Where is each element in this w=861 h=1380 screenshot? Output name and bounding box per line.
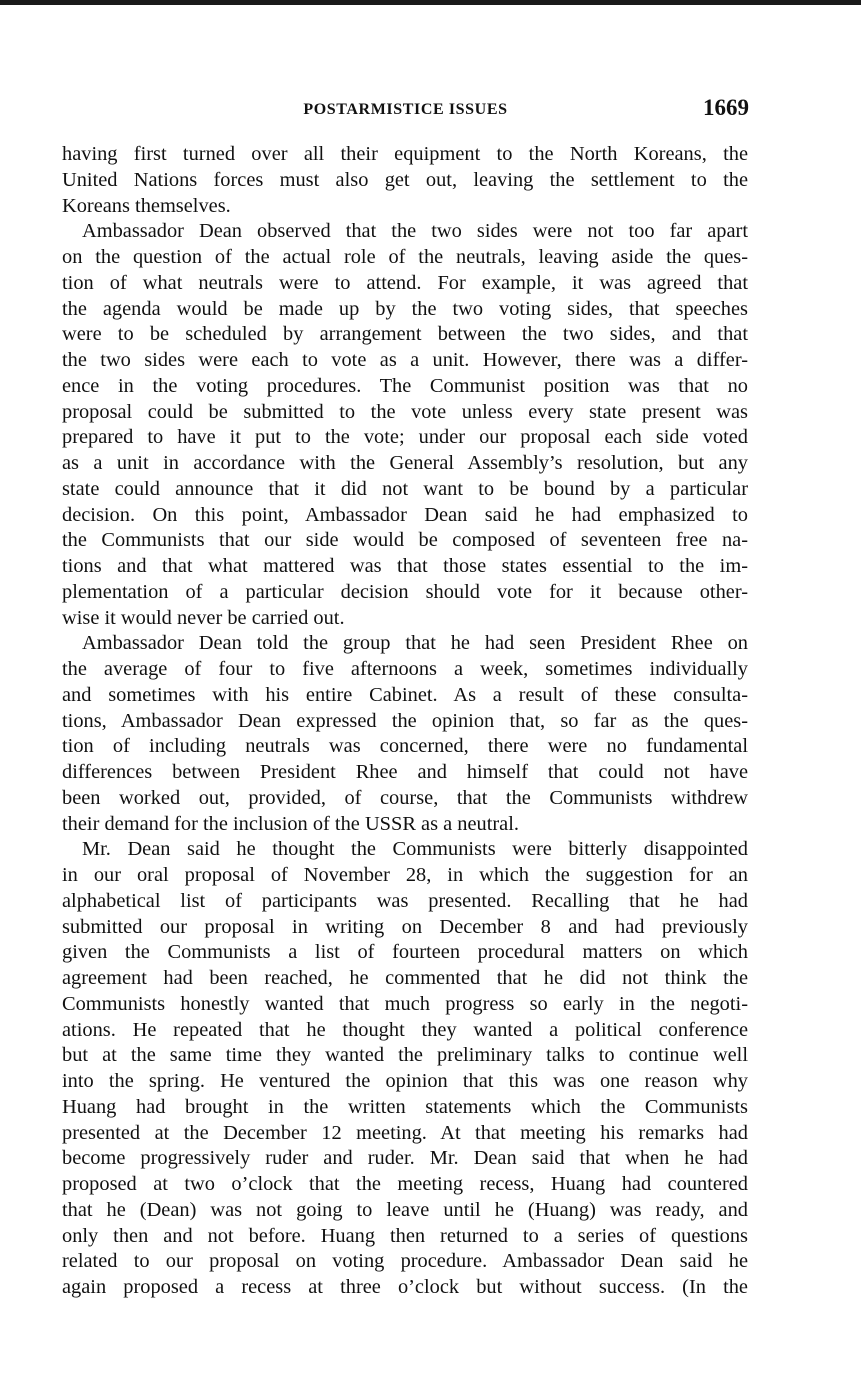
- text-line: tion of including neutrals was concerned, there were no fundamental: [62, 735, 748, 758]
- text-line: related to our proposal on voting procedure. Ambassador Dean said he: [62, 1250, 748, 1273]
- text-line: Ambassador Dean told the group that he had seen President Rhee on: [82, 632, 748, 655]
- text-line: tion of what neutrals were to attend. For example, it was agreed that: [62, 271, 748, 294]
- text-line: submitted our proposal in writing on December 8 and had previously: [62, 915, 748, 938]
- text-line: prepared to have it put to the vote; under our proposal each side voted: [62, 426, 748, 449]
- text-line: that he (Dean) was not going to leave until he (Huang) was ready, and: [62, 1198, 748, 1221]
- text-line: proposed at two o’clock that the meeting recess, Huang had countered: [62, 1173, 748, 1195]
- text-line: their demand for the inclusion of the USSR as a neutral.: [62, 812, 519, 835]
- text-line: ence in the voting procedures. The Communist position was that no: [62, 374, 748, 397]
- paragraph-1: [62, 142, 748, 219]
- running-head: [62, 95, 749, 125]
- text-line: on the question of the actual role of the neutrals, leaving aside the ques-: [62, 246, 748, 268]
- text-line: and sometimes with his entire Cabinet. As a result of these consulta-: [62, 683, 748, 706]
- paragraph-3: [62, 631, 748, 837]
- text-line: Huang had brought in the written statements which the Communists: [62, 1095, 748, 1118]
- text-line: been worked out, provided, of course, that the Communists withdrew: [62, 786, 748, 809]
- text-line: Ambassador Dean observed that the two sides were not too far apart: [82, 220, 748, 243]
- paragraph-2: [62, 219, 748, 631]
- body-text: [62, 142, 748, 1301]
- text-line: wise it would never be carried out.: [62, 606, 345, 629]
- text-line: but at the same time they wanted the preliminary talks to continue well: [62, 1044, 748, 1067]
- text-line: tions, Ambassador Dean expressed the opinion that, so far as the ques-: [62, 709, 748, 732]
- text-line: the agenda would be made up by the two voting sides, that speeches: [62, 297, 748, 320]
- text-line: Mr. Dean said he thought the Communists were bitterly disappointed: [82, 838, 748, 861]
- text-line: agreement had been reached, he commented that he did not think the: [62, 967, 748, 989]
- text-line: differences between President Rhee and himself that could not have: [62, 761, 748, 783]
- paragraph-4: [62, 837, 748, 1301]
- running-title: POSTARMISTICE ISSUES: [303, 101, 508, 118]
- text-line: the average of four to five afternoons a week, sometimes individually: [62, 658, 748, 680]
- text-line: again proposed a recess at three o’clock but without success. (In the: [62, 1276, 748, 1298]
- text-line: presented at the December 12 meeting. At that meeting his remarks had: [62, 1121, 748, 1144]
- scan-top-edge: [0, 0, 861, 5]
- text-line: into the spring. He ventured the opinion that this was one reason why: [62, 1070, 748, 1092]
- text-line: Koreans themselves.: [62, 194, 231, 217]
- text-line: the Communists that our side would be composed of seventeen free na-: [62, 529, 748, 552]
- text-line: state could announce that it did not want to be bound by a particular: [62, 477, 748, 500]
- text-line: ations. He repeated that he thought they wanted a political conference: [62, 1018, 748, 1041]
- text-line: having first turned over all their equipment to the North Koreans, the: [62, 143, 748, 165]
- text-line: United Nations forces must also get out, leaving the settlement to the: [62, 168, 748, 191]
- page-number: 1669: [703, 95, 749, 120]
- text-line: the two sides were each to vote as a unit. However, there was a differ-: [62, 349, 748, 371]
- text-line: become progressively ruder and ruder. Mr. Dean said that when he had: [62, 1147, 748, 1170]
- text-line: in our oral proposal of November 28, in which the suggestion for an: [62, 864, 748, 886]
- text-line: given the Communists a list of fourteen procedural matters on which: [62, 941, 748, 964]
- text-line: alphabetical list of participants was presented. Recalling that he had: [62, 889, 748, 912]
- text-line: as a unit in accordance with the General Assembly’s resolution, but any: [62, 452, 748, 474]
- text-line: tions and that what mattered was that those states essential to the im-: [62, 555, 748, 577]
- text-line: Communists honestly wanted that much progress so early in the negoti-: [62, 992, 748, 1015]
- text-line: were to be scheduled by arrangement between the two sides, and that: [62, 323, 748, 346]
- text-line: only then and not before. Huang then returned to a series of questions: [62, 1224, 748, 1247]
- text-line: plementation of a particular decision should vote for it because other-: [62, 580, 748, 603]
- text-line: decision. On this point, Ambassador Dean said he had emphasized to: [62, 503, 748, 526]
- text-line: proposal could be submitted to the vote unless every state present was: [62, 400, 748, 423]
